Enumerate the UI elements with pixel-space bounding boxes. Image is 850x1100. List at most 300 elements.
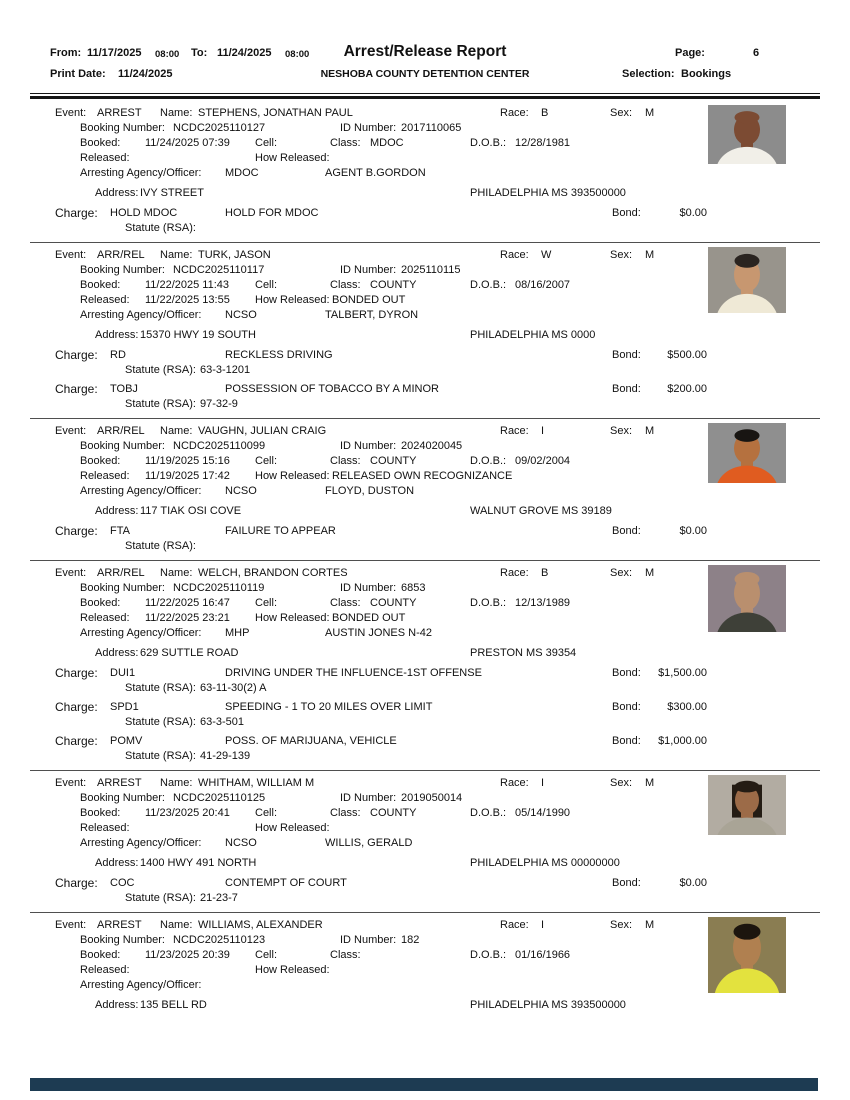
- released-label: Released:: [80, 964, 130, 976]
- report-content: [30, 45, 820, 1020]
- agency-value: NCSO: [225, 309, 257, 321]
- how-released-label: How Released:: [255, 470, 330, 482]
- charge-description: FAILURE TO APPEAR: [225, 525, 336, 537]
- statute-label: Statute (RSA):: [125, 682, 196, 694]
- charge-description: DRIVING UNDER THE INFLUENCE-1ST OFFENSE: [225, 667, 482, 679]
- booked-value: 11/22/2025 16:47: [145, 597, 230, 609]
- agency-label: Arresting Agency/Officer:: [80, 309, 202, 321]
- charge-code: SPD1: [110, 701, 139, 713]
- booking-number-label: Booking Number:: [80, 792, 165, 804]
- booking-number-value: NCDC2025110117: [173, 264, 265, 276]
- booking-number-label: Booking Number:: [80, 264, 165, 276]
- address-label: Address:: [95, 857, 139, 869]
- sex-value: M: [645, 249, 655, 261]
- address-value: 117 TIAK OSI COVE: [140, 505, 242, 517]
- agency-row: [30, 979, 820, 994]
- booked-row: [30, 279, 820, 294]
- mugshot-photo: [708, 917, 786, 993]
- charge-description: RECKLESS DRIVING: [225, 349, 333, 361]
- statute-label: Statute (RSA):: [125, 750, 196, 762]
- arrest-record: [30, 242, 820, 418]
- event-label: Event:: [55, 249, 87, 261]
- race-value: B: [541, 567, 549, 579]
- arrest-record: [30, 418, 820, 560]
- selection-label: Selection:: [622, 68, 675, 80]
- statute-row: [30, 682, 820, 696]
- sex-label: Sex:: [610, 777, 633, 789]
- id-number-value: 182: [401, 934, 420, 946]
- city-value: WALNUT GROVE MS 39189: [470, 505, 612, 517]
- booking-number-label: Booking Number:: [80, 582, 165, 594]
- released-row: [30, 294, 820, 309]
- sex-value: M: [645, 107, 655, 119]
- released-row: [30, 612, 820, 627]
- bond-amount: $1,500.00: [658, 667, 707, 679]
- event-value: ARR/REL: [97, 249, 145, 261]
- sex-label: Sex:: [610, 567, 633, 579]
- charge-label: Charge:: [55, 734, 98, 748]
- released-row: [30, 964, 820, 979]
- event-label: Event:: [55, 777, 87, 789]
- address-label: Address:: [95, 329, 139, 341]
- charge-label: Charge:: [55, 348, 98, 362]
- how-released-label: How Released:: [255, 294, 330, 306]
- class-label: Class:: [330, 949, 361, 961]
- charge-description: CONTEMPT OF COURT: [225, 877, 347, 889]
- event-label: Event:: [55, 107, 87, 119]
- header-row-1: [30, 45, 820, 66]
- released-label: Released:: [80, 294, 130, 306]
- charge-description: POSS. OF MARIJUANA, VEHICLE: [225, 735, 397, 747]
- bond-amount: $200.00: [667, 383, 707, 395]
- booking-number-value: NCDC2025110119: [173, 582, 265, 594]
- released-value: 11/22/2025 13:55: [145, 294, 230, 306]
- dob-value: 09/02/2004: [515, 455, 571, 467]
- booking-row: [30, 440, 820, 455]
- booking-row: [30, 582, 820, 597]
- agency-row: [30, 837, 820, 852]
- event-value: ARREST: [97, 919, 142, 931]
- class-label: Class:: [330, 137, 361, 149]
- released-label: Released:: [80, 612, 130, 624]
- charge-code: RD: [110, 349, 126, 361]
- booking-row: [30, 122, 820, 137]
- event-label: Event:: [55, 567, 87, 579]
- bond-amount: $0.00: [679, 525, 707, 537]
- statute-label: Statute (RSA):: [125, 398, 196, 410]
- address-label: Address:: [95, 505, 139, 517]
- agency-label: Arresting Agency/Officer:: [80, 485, 202, 497]
- class-value: MDOC: [370, 137, 404, 149]
- sex-label: Sex:: [610, 249, 633, 261]
- officer-value: AUSTIN JONES N-42: [325, 627, 432, 639]
- sex-label: Sex:: [610, 425, 633, 437]
- agency-row: [30, 167, 820, 182]
- page-number: 6: [753, 47, 760, 59]
- to-time: 08:00: [285, 49, 310, 60]
- race-label: Race:: [500, 777, 529, 789]
- to-label: To:: [191, 47, 208, 59]
- mugshot-photo: [708, 565, 786, 632]
- race-value: I: [541, 425, 545, 437]
- event-row: [30, 425, 820, 440]
- booked-value: 11/24/2025 07:39: [145, 137, 230, 149]
- released-label: Released:: [80, 470, 130, 482]
- id-number-label: ID Number:: [340, 440, 397, 452]
- statute-value: 63-3-1201: [200, 364, 251, 376]
- sex-label: Sex:: [610, 919, 633, 931]
- booked-label: Booked:: [80, 949, 121, 961]
- id-number-value: 2019050014: [401, 792, 463, 804]
- address-value: 135 BELL RD: [140, 999, 207, 1011]
- booking-number-value: NCDC2025110125: [173, 792, 266, 804]
- statute-row: [30, 364, 820, 378]
- name-label: Name:: [160, 107, 193, 119]
- agency-label: Arresting Agency/Officer:: [80, 979, 202, 991]
- charge-label: Charge:: [55, 524, 98, 538]
- sex-value: M: [645, 919, 655, 931]
- class-label: Class:: [330, 807, 361, 819]
- class-label: Class:: [330, 597, 361, 609]
- from-time: 08:00: [155, 49, 180, 60]
- booked-row: [30, 137, 820, 152]
- how-released-label: How Released:: [255, 822, 330, 834]
- cell-label: Cell:: [255, 279, 278, 291]
- city-value: PHILADELPHIA MS 393500000: [470, 187, 626, 199]
- dob-label: D.O.B.:: [470, 597, 507, 609]
- id-number-value: 2017110065: [401, 122, 462, 134]
- statute-row: [30, 222, 820, 236]
- dob-label: D.O.B.:: [470, 807, 507, 819]
- header-row-2: [30, 66, 820, 87]
- bond-label: Bond:: [612, 877, 641, 889]
- how-released-value: BONDED OUT: [332, 612, 406, 624]
- booked-value: 11/22/2025 11:43: [145, 279, 230, 291]
- how-released-value: RELEASED OWN RECOGNIZANCE: [332, 470, 513, 482]
- name-label: Name:: [160, 567, 193, 579]
- from-label: From:: [50, 47, 82, 59]
- statute-label: Statute (RSA):: [125, 540, 196, 552]
- released-label: Released:: [80, 152, 130, 164]
- charge-label: Charge:: [55, 700, 98, 714]
- event-row: [30, 107, 820, 122]
- statute-row: [30, 540, 820, 554]
- charge-description: HOLD FOR MDOC: [225, 207, 319, 219]
- agency-label: Arresting Agency/Officer:: [80, 167, 202, 179]
- name-value: STEPHENS, JONATHAN PAUL: [198, 107, 353, 119]
- statute-value: 41-29-139: [200, 750, 251, 762]
- bond-amount: $500.00: [667, 349, 707, 361]
- booked-label: Booked:: [80, 137, 121, 149]
- header-rule-thin: [30, 93, 820, 94]
- race-label: Race:: [500, 249, 529, 261]
- event-value: ARR/REL: [97, 567, 145, 579]
- race-label: Race:: [500, 425, 529, 437]
- booked-row: [30, 455, 820, 470]
- name-label: Name:: [160, 777, 193, 789]
- booked-value: 11/23/2025 20:41: [145, 807, 230, 819]
- id-number-value: 6853: [401, 582, 426, 594]
- sex-value: M: [645, 425, 655, 437]
- charge-row: [30, 735, 820, 750]
- charge-label: Charge:: [55, 666, 98, 680]
- from-date: 11/17/2025: [87, 47, 142, 59]
- officer-value: FLOYD, DUSTON: [325, 485, 415, 497]
- address-value: 15370 HWY 19 SOUTH: [140, 329, 256, 341]
- charge-code: COC: [110, 877, 135, 889]
- charge-code: DUI1: [110, 667, 136, 679]
- arrest-record: [30, 101, 820, 242]
- name-label: Name:: [160, 425, 193, 437]
- class-label: Class:: [330, 279, 361, 291]
- charge-code: FTA: [110, 525, 130, 537]
- how-released-label: How Released:: [255, 964, 330, 976]
- address-row: [30, 999, 820, 1014]
- booking-row: [30, 792, 820, 807]
- statute-value: 97-32-9: [200, 398, 238, 410]
- booking-number-label: Booking Number:: [80, 934, 165, 946]
- arrest-record: [30, 770, 820, 912]
- class-value: COUNTY: [370, 807, 417, 819]
- statute-label: Statute (RSA):: [125, 364, 196, 376]
- event-value: ARR/REL: [97, 425, 145, 437]
- booked-row: [30, 807, 820, 822]
- bond-amount: $0.00: [679, 877, 707, 889]
- charge-description: SPEEDING - 1 TO 20 MILES OVER LIMIT: [225, 701, 433, 713]
- cell-label: Cell:: [255, 807, 278, 819]
- charge-row: [30, 207, 820, 222]
- bond-label: Bond:: [612, 735, 641, 747]
- bond-label: Bond:: [612, 207, 641, 219]
- sex-value: M: [645, 777, 655, 789]
- name-label: Name:: [160, 919, 193, 931]
- mugshot-hair: [735, 429, 760, 442]
- charge-row: [30, 349, 820, 364]
- statute-row: [30, 892, 820, 906]
- booked-label: Booked:: [80, 597, 121, 609]
- event-label: Event:: [55, 425, 87, 437]
- records-list: [30, 101, 820, 1020]
- booking-row: [30, 264, 820, 279]
- dob-label: D.O.B.:: [470, 949, 507, 961]
- how-released-value: BONDED OUT: [332, 294, 406, 306]
- address-label: Address:: [95, 999, 139, 1011]
- statute-label: Statute (RSA):: [125, 892, 196, 904]
- class-value: COUNTY: [370, 279, 417, 291]
- id-number-label: ID Number:: [340, 792, 397, 804]
- booked-value: 11/23/2025 20:39: [145, 949, 230, 961]
- charge-row: [30, 877, 820, 892]
- dob-value: 01/16/1966: [515, 949, 571, 961]
- city-value: PHILADELPHIA MS 393500000: [470, 999, 626, 1011]
- booking-row: [30, 934, 820, 949]
- address-row: [30, 187, 820, 202]
- agency-value: NCSO: [225, 837, 257, 849]
- agency-label: Arresting Agency/Officer:: [80, 627, 202, 639]
- released-row: [30, 152, 820, 167]
- arrest-record: [30, 912, 820, 1020]
- booking-number-label: Booking Number:: [80, 440, 165, 452]
- mugshot-photo: [708, 775, 786, 835]
- mugshot-hair: [734, 924, 761, 940]
- officer-value: WILLIS, GERALD: [325, 837, 413, 849]
- cell-label: Cell:: [255, 597, 278, 609]
- agency-value: NCSO: [225, 485, 257, 497]
- booking-number-label: Booking Number:: [80, 122, 165, 134]
- booked-row: [30, 949, 820, 964]
- id-number-label: ID Number:: [340, 582, 397, 594]
- facility-name: NESHOBA COUNTY DETENTION CENTER: [320, 68, 530, 80]
- statute-label: Statute (RSA):: [125, 716, 196, 728]
- page-title: Arrest/Release Report: [343, 43, 507, 60]
- statute-row: [30, 398, 820, 412]
- race-value: W: [541, 249, 552, 261]
- id-number-value: 2024020045: [401, 440, 463, 452]
- charge-label: Charge:: [55, 206, 98, 220]
- name-value: TURK, JASON: [198, 249, 271, 261]
- booking-number-value: NCDC2025110123: [173, 934, 266, 946]
- bond-label: Bond:: [612, 383, 641, 395]
- address-row: [30, 329, 820, 344]
- booked-row: [30, 597, 820, 612]
- cell-label: Cell:: [255, 137, 278, 149]
- footer-bar: [30, 1078, 818, 1091]
- agency-label: Arresting Agency/Officer:: [80, 837, 202, 849]
- event-row: [30, 249, 820, 264]
- race-label: Race:: [500, 919, 529, 931]
- statute-value: 63-3-501: [200, 716, 245, 728]
- address-row: [30, 505, 820, 520]
- mugshot-photo: [708, 247, 786, 313]
- agency-value: MDOC: [225, 167, 259, 179]
- name-value: WELCH, BRANDON CORTES: [198, 567, 348, 579]
- header-rule-thick: [30, 96, 820, 99]
- city-value: PRESTON MS 39354: [470, 647, 577, 659]
- address-value: 629 SUTTLE ROAD: [140, 647, 239, 659]
- to-date: 11/24/2025: [217, 47, 272, 59]
- address-row: [30, 857, 820, 872]
- event-row: [30, 919, 820, 934]
- booked-value: 11/19/2025 15:16: [145, 455, 230, 467]
- class-label: Class:: [330, 455, 361, 467]
- name-label: Name:: [160, 249, 193, 261]
- address-value: IVY STREET: [140, 187, 204, 199]
- booking-number-value: NCDC2025110127: [173, 122, 266, 134]
- sex-label: Sex:: [610, 107, 633, 119]
- agency-row: [30, 309, 820, 324]
- dob-value: 08/16/2007: [515, 279, 571, 291]
- event-value: ARREST: [97, 777, 142, 789]
- name-value: WILLIAMS, ALEXANDER: [198, 919, 323, 931]
- dob-value: 05/14/1990: [515, 807, 571, 819]
- selection-value: Bookings: [681, 68, 732, 80]
- bond-label: Bond:: [612, 349, 641, 361]
- released-label: Released:: [80, 822, 130, 834]
- class-value: COUNTY: [370, 597, 417, 609]
- address-label: Address:: [95, 647, 139, 659]
- race-label: Race:: [500, 107, 529, 119]
- bond-amount: $1,000.00: [658, 735, 707, 747]
- event-label: Event:: [55, 919, 87, 931]
- dob-label: D.O.B.:: [470, 279, 507, 291]
- charge-label: Charge:: [55, 382, 98, 396]
- page-label: Page:: [675, 47, 705, 59]
- mugshot-photo: [708, 423, 786, 483]
- race-value: I: [541, 919, 545, 931]
- bond-label: Bond:: [612, 701, 641, 713]
- race-label: Race:: [500, 567, 529, 579]
- address-row: [30, 647, 820, 662]
- booking-number-value: NCDC2025110099: [173, 440, 266, 452]
- agency-row: [30, 485, 820, 500]
- report-header: [30, 45, 820, 99]
- dob-label: D.O.B.:: [470, 455, 507, 467]
- statute-row: [30, 750, 820, 764]
- statute-label: Statute (RSA):: [125, 222, 196, 234]
- mugshot-hair: [735, 111, 760, 123]
- sex-value: M: [645, 567, 655, 579]
- arrest-record: [30, 560, 820, 770]
- mugshot-photo: [708, 105, 786, 164]
- booked-label: Booked:: [80, 455, 121, 467]
- id-number-label: ID Number:: [340, 264, 397, 276]
- charge-label: Charge:: [55, 876, 98, 890]
- mugshot-hair: [735, 781, 760, 793]
- charge-row: [30, 525, 820, 540]
- statute-value: 21-23-7: [200, 892, 238, 904]
- booked-label: Booked:: [80, 279, 121, 291]
- dob-label: D.O.B.:: [470, 137, 507, 149]
- address-label: Address:: [95, 187, 139, 199]
- event-row: [30, 777, 820, 792]
- how-released-label: How Released:: [255, 612, 330, 624]
- bond-amount: $0.00: [679, 207, 707, 219]
- class-value: COUNTY: [370, 455, 417, 467]
- mugshot-hair: [735, 572, 760, 586]
- agency-row: [30, 627, 820, 642]
- address-value: 1400 HWY 491 NORTH: [140, 857, 257, 869]
- bond-amount: $300.00: [667, 701, 707, 713]
- id-number-label: ID Number:: [340, 122, 397, 134]
- charge-code: TOBJ: [110, 383, 138, 395]
- event-row: [30, 567, 820, 582]
- cell-label: Cell:: [255, 949, 278, 961]
- id-number-value: 2025110115: [401, 264, 461, 276]
- race-value: B: [541, 107, 549, 119]
- bond-label: Bond:: [612, 525, 641, 537]
- officer-value: AGENT B.GORDON: [325, 167, 426, 179]
- print-date-label: Print Date:: [50, 68, 106, 80]
- dob-value: 12/28/1981: [515, 137, 571, 149]
- charge-description: POSSESSION OF TOBACCO BY A MINOR: [225, 383, 439, 395]
- charge-code: POMV: [110, 735, 143, 747]
- statute-value: 63-11-30(2) A: [200, 682, 267, 694]
- how-released-label: How Released:: [255, 152, 330, 164]
- released-value: 11/19/2025 17:42: [145, 470, 230, 482]
- charge-row: [30, 667, 820, 682]
- id-number-label: ID Number:: [340, 934, 397, 946]
- race-value: I: [541, 777, 545, 789]
- mugshot-hair: [735, 254, 760, 268]
- name-value: WHITHAM, WILLIAM M: [198, 777, 315, 789]
- booked-label: Booked:: [80, 807, 121, 819]
- city-value: PHILADELPHIA MS 0000: [470, 329, 596, 341]
- statute-row: [30, 716, 820, 730]
- charge-row: [30, 383, 820, 398]
- charge-row: [30, 701, 820, 716]
- charge-code: HOLD MDOC: [110, 207, 178, 219]
- released-row: [30, 822, 820, 837]
